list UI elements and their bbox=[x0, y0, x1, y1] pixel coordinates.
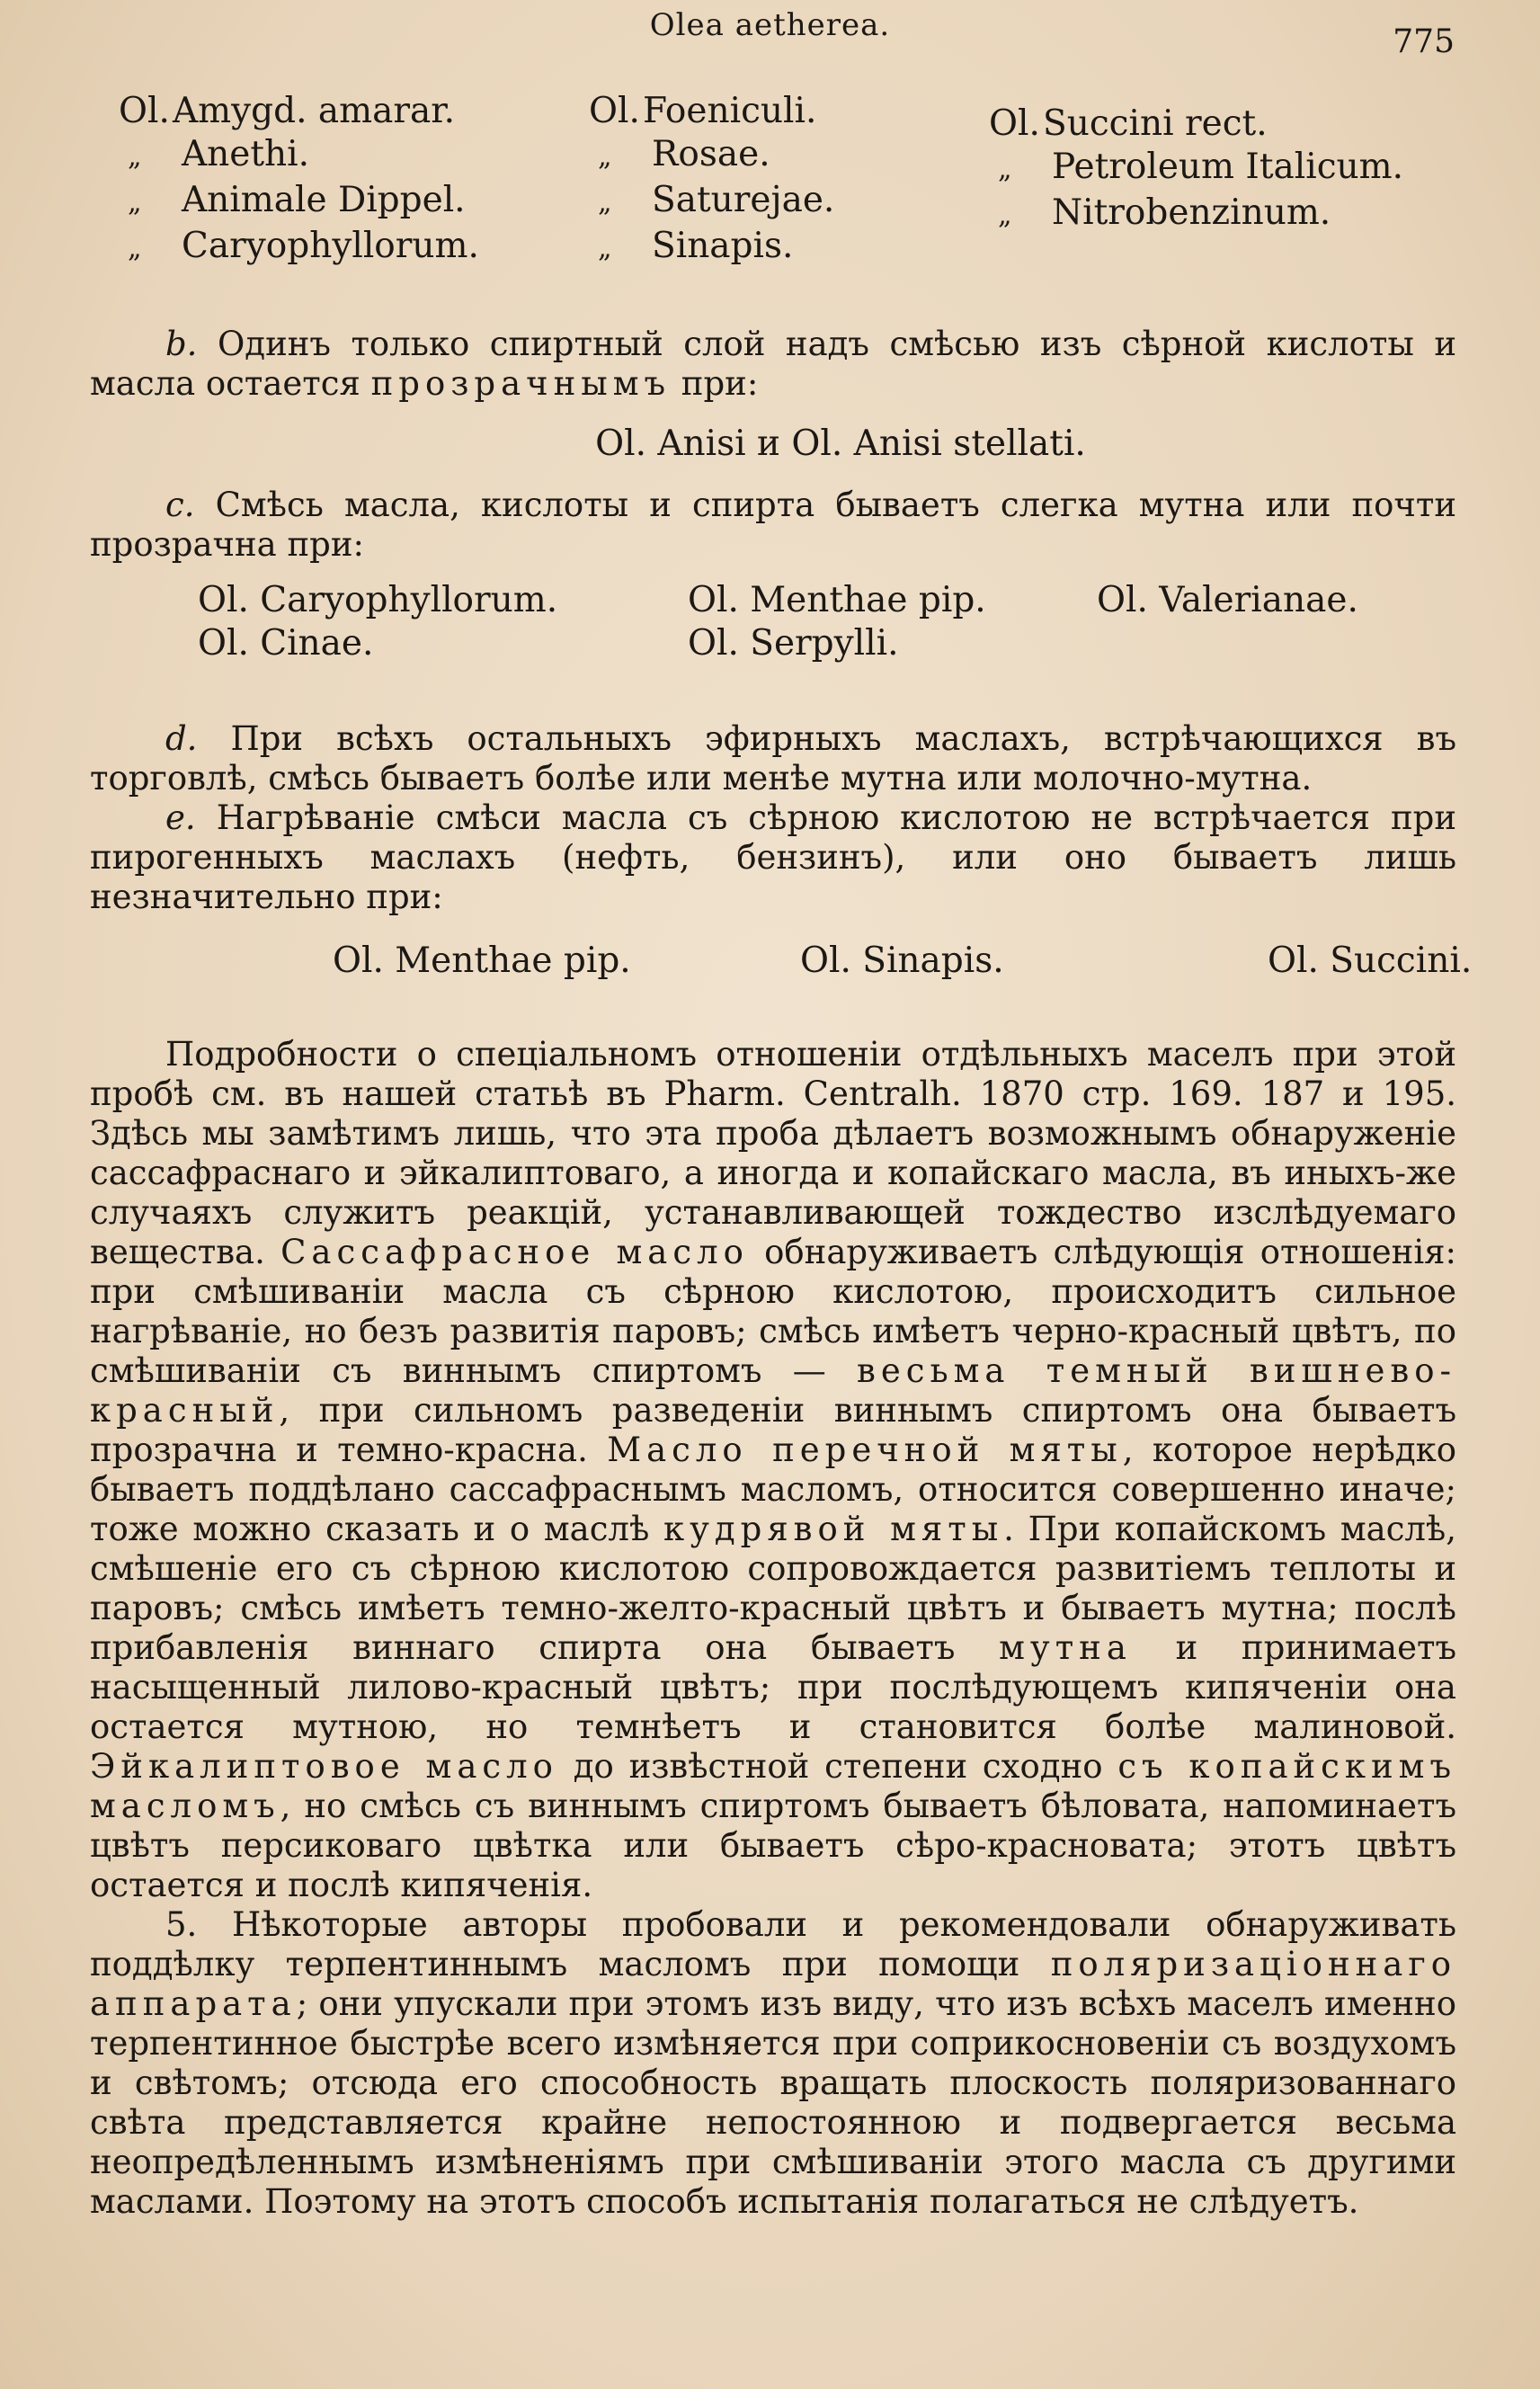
oil-list-a-column-1 bbox=[119, 90, 580, 271]
oil-list-a-column-3 bbox=[989, 103, 1456, 271]
page-content bbox=[90, 90, 1473, 2222]
oil-list-item: „ Sinapis. bbox=[598, 226, 794, 266]
oil-list-item: Ol.Foeniculi. bbox=[589, 91, 817, 131]
oil-list-e bbox=[90, 940, 1473, 981]
oil-list-item: „ Saturejae. bbox=[598, 180, 835, 220]
oil-list-item: „ Petroleum Italicum. bbox=[998, 147, 1404, 187]
section-c-paragraph: c. Смѣсь масла, кислоты и спирта бываетъ слегка мутна или почти прозрачна при: bbox=[90, 486, 1456, 564]
oil-list-c-column-2 bbox=[688, 579, 1097, 665]
oil-list-item: Ol. Sinapis. bbox=[800, 940, 1004, 981]
section-d-paragraph: d. При всѣхъ остальныхъ эфирныхъ маслахъ, встрѣчающихся въ торговлѣ, смѣсь бываетъ болѣе или менѣе мутна или молочно-мутна. bbox=[90, 719, 1457, 798]
section-b-paragraph: b. Одинъ только спиртный слой надъ смѣсью изъ сѣрной кислоты и масла остается прозрачнымъ при: bbox=[90, 325, 1456, 403]
oil-list-item: Ol. Succini. bbox=[1268, 940, 1473, 981]
page-number: 775 bbox=[1393, 23, 1455, 60]
oil-list-item: Ol. Caryophyllorum. bbox=[198, 580, 558, 620]
section-e-paragraph: e. Нагрѣваніе смѣси масла съ сѣрною кислотою не встрѣчается при пирогенныхъ маслахъ (нефть, бензинъ), или оно бываетъ лишь незначительно при: bbox=[90, 798, 1456, 916]
oil-list-item: „ Animale Dippel. bbox=[128, 180, 466, 220]
oil-list-item: „ Caryophyllorum. bbox=[128, 226, 479, 266]
paragraph-5: 5. Нѣкоторые авторы пробовали и рекомендовали обнаруживать поддѣлку терпентиннымъ масломъ при помощи поляризаціоннаго аппарата; они упускали при этомъ изъ виду, что изъ всѣхъ маселъ именно терпентинное быстрѣе всего измѣняется при соприкосновеніи съ воздухомъ и свѣтомъ; отсюда его способность вращать плоскость поляризованнаго свѣта представляется крайне непостоянною и подвергается весьма неопредѣленнымъ измѣненіямъ при смѣшиваніи этого масла съ другими маслами. Поэтому на этотъ способъ испытанія полагаться не слѣдуетъ. bbox=[90, 1905, 1456, 2221]
oil-list-c-column-1 bbox=[198, 579, 688, 665]
oil-list-item: Ol. Valerianae. bbox=[1097, 580, 1358, 620]
oil-list-item: Ol. Cinae. bbox=[198, 623, 374, 664]
oil-list-a-column-2 bbox=[589, 90, 989, 271]
section-b-oils: Ol. Anisi и Ol. Anisi stellati. bbox=[595, 423, 1086, 464]
oil-list-item: Ol. Menthae pip. bbox=[688, 580, 986, 620]
oil-list-item: „ Nitrobenzinum. bbox=[998, 192, 1331, 233]
oil-list-item: Ol. Menthae pip. bbox=[333, 940, 631, 981]
oil-list-c-column-3 bbox=[1097, 579, 1456, 665]
details-paragraph: Подробности о спеціальномъ отношеніи отдѣльныхъ маселъ при этой пробѣ см. въ нашей статьѣ въ Pharm. Centralh. 1870 стр. 169. 187 и 195. Здѣсь мы замѣтимъ лишь, что эта проба дѣлаетъ возможнымъ обнаруженіе сассафраснаго и эйкалиптоваго, а иногда и копайскаго масла, въ иныхъ-же случаяхъ служитъ реакцій, устанавливающей тождество изслѣдуемаго вещества. Сассафрасное масло обнаруживаетъ слѣдующія отношенія: при смѣшиваніи масла съ сѣрною кислотою, происходитъ сильное нагрѣваніе, но безъ развитія паровъ; смѣсь имѣетъ черно-красный цвѣтъ, по смѣшиваніи съ виннымъ спиртомъ — весьма темный вишнево-красный, при сильномъ разведеніи виннымъ спиртомъ она бываетъ прозрачна и темно-красна. Масло перечной мяты, которое нерѣдко бываетъ поддѣлано сассафраснымъ масломъ, относится совершенно иначе; тоже можно сказать и о маслѣ кудрявой мяты. При копайскомъ маслѣ, смѣшеніе его съ сѣрною кислотою сопровождается развитіемъ теплоты и паровъ; смѣсь имѣетъ темно-желто-красный цвѣтъ и бываетъ мутна; послѣ прибавленія виннаго спирта она бываетъ мутна и принимаетъ насыщенный лилово-красный цвѣтъ; при послѣдующемъ кипяченіи она остается мутною, но темнѣетъ и становится болѣе малиновой. Эйкалиптовое масло до извѣстной степени сходно съ копайскимъ масломъ, но смѣсь съ виннымъ спиртомъ бываетъ бѣловата, напоминаетъ цвѣтъ персиковаго цвѣтка или бываетъ сѣро-красновата; этотъ цвѣтъ остается и послѣ кипяченія. bbox=[90, 1035, 1457, 1904]
oil-list-c bbox=[90, 579, 1456, 665]
oil-list-item: Ol.Succini rect. bbox=[989, 103, 1268, 144]
oil-list-a bbox=[90, 90, 1456, 271]
oil-list-item: „ Anethi. bbox=[128, 134, 310, 174]
running-header: Olea aetherea. bbox=[649, 7, 891, 43]
oil-list-item: Ol.Amygd. amarar. bbox=[119, 91, 456, 131]
oil-list-item: „ Rosae. bbox=[598, 134, 770, 174]
oil-list-item: Ol. Serpylli. bbox=[688, 623, 899, 664]
